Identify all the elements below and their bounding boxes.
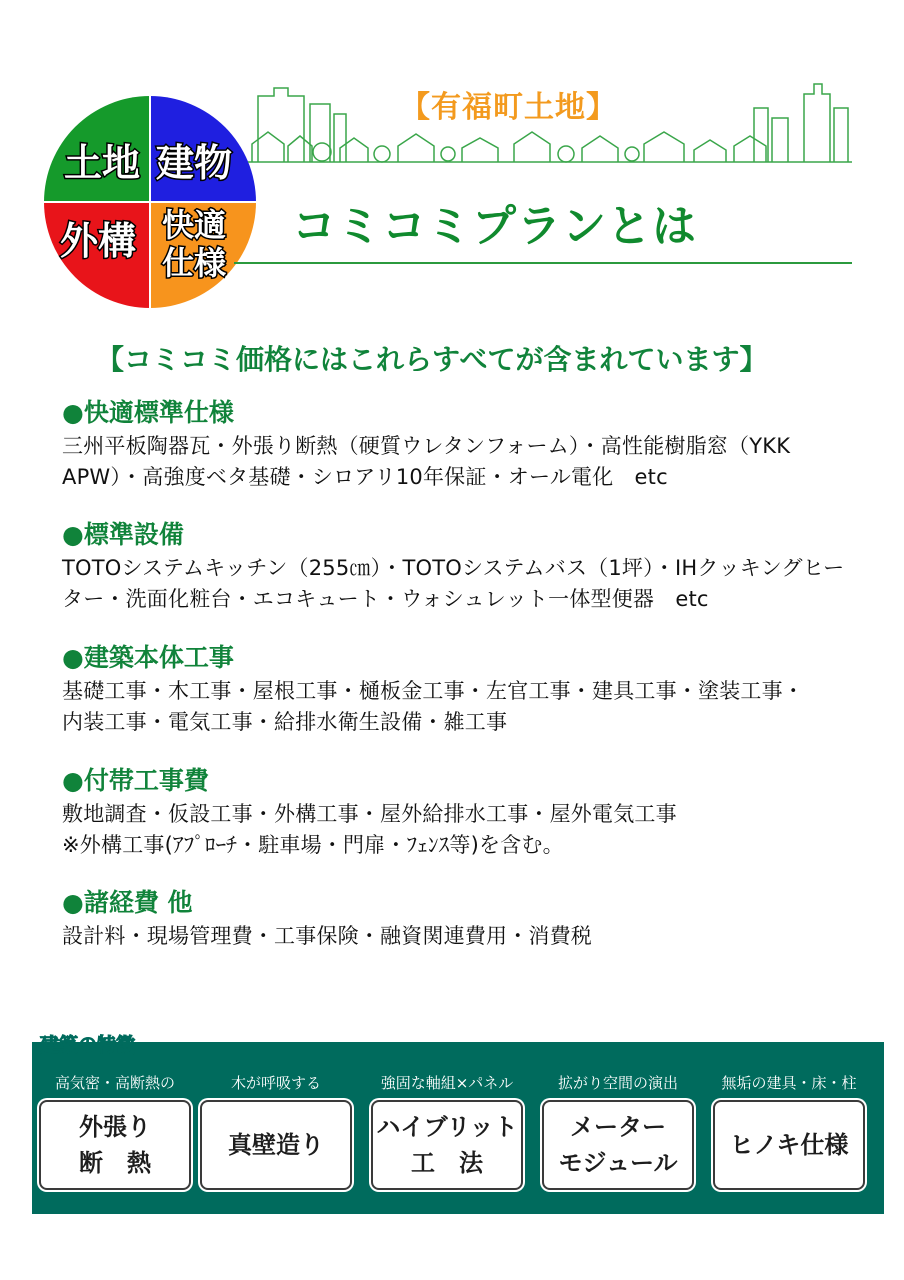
- section-comfort-standard: [62, 396, 852, 493]
- section-standard-equipment: [62, 518, 852, 615]
- section-ancillary-works: [62, 764, 852, 861]
- section-title: ●標準設備: [62, 520, 184, 549]
- feature-hybrid-method: [362, 1070, 532, 1190]
- section-line: 内装工事・電気工事・給排水衛生設備・雑工事: [62, 710, 508, 734]
- section-body: [62, 553, 852, 615]
- feature-caption: 強固な軸組×パネル: [380, 1074, 514, 1092]
- section-line: ター・洗面化粧台・エコキュート・ウォシュレット一体型便器 etc: [62, 587, 709, 611]
- feature-shinkabe: [191, 1070, 361, 1190]
- feature-label: 外張り 断 熱: [79, 1113, 151, 1177]
- feature-label: ヒノキ仕様: [729, 1131, 849, 1159]
- title-underline: [234, 262, 852, 264]
- feature-caption: 木が呼吸する: [230, 1074, 321, 1092]
- feature-label: 真壁造り: [228, 1131, 324, 1159]
- feature-label: メーター モジュール: [558, 1113, 678, 1177]
- feature-exterior-insulation: [30, 1070, 200, 1190]
- section-body: [62, 431, 852, 493]
- pie-label-building: 建物: [155, 141, 233, 185]
- feature-badge: [542, 1100, 694, 1190]
- category-pie-chart: [44, 96, 256, 308]
- section-body: [62, 921, 852, 952]
- section-line: ※外構工事(ｱﾌﾟﾛｰﾁ・駐車場・門扉・ﾌｪﾝｽ等)を含む。: [62, 833, 564, 857]
- section-line: TOTOシステムキッチン（255㎝）・TOTOシステムバス（1坪）・IHクッキングヒー: [62, 556, 845, 580]
- includes-heading: 【コミコミ価格にはこれらすべてが含まれています】: [96, 343, 768, 376]
- feature-hinoki-spec: [704, 1070, 874, 1190]
- feature-label: ハイブリット 工 法: [376, 1113, 518, 1177]
- feature-badge: [371, 1100, 523, 1190]
- section-line: 三州平板陶器瓦・外張り断熱（硬質ウレタンフォーム）・高性能樹脂窓（YKK: [62, 434, 791, 458]
- section-line: 敷地調査・仮設工事・外構工事・屋外給排水工事・屋外電気工事: [62, 802, 677, 826]
- section-title: ●建築本体工事: [62, 643, 234, 672]
- property-name-label: 【有福町土地】: [400, 90, 617, 125]
- section-body: [62, 676, 852, 738]
- feature-meter-module: [533, 1070, 703, 1190]
- feature-caption: 拡がり空間の演出: [557, 1074, 678, 1092]
- section-title: ●諸経費 他: [62, 888, 193, 917]
- features-panel-title: 建築の特徴: [40, 1034, 136, 1056]
- section-title: ●快適標準仕様: [62, 398, 234, 427]
- feature-badge: [200, 1100, 352, 1190]
- pie-label-spec: 仕様: [161, 244, 227, 282]
- page-title: コミコミプランとは: [292, 201, 697, 252]
- section-line: 設計料・現場管理費・工事保険・融資関連費用・消費税: [62, 924, 592, 948]
- pie-label-comfort: 快適: [161, 206, 227, 244]
- section-body: [62, 799, 852, 861]
- pie-label-exterior: 外構: [59, 219, 137, 263]
- pie-label-land: 土地: [63, 141, 141, 185]
- section-line: APW）・高強度ベタ基礎・シロアリ10年保証・オール電化 etc: [62, 465, 668, 489]
- feature-caption: 高気密・高断熱の: [54, 1074, 175, 1092]
- feature-caption: 無垢の建具・床・柱: [721, 1074, 857, 1092]
- feature-badge: [39, 1100, 191, 1190]
- section-line: 基礎工事・木工事・屋根工事・樋板金工事・左官工事・建具工事・塗装工事・: [62, 679, 804, 703]
- feature-badge: [713, 1100, 865, 1190]
- section-main-construction: [62, 641, 852, 738]
- section-misc-expenses: [62, 886, 852, 952]
- section-title: ●付帯工事費: [62, 766, 209, 795]
